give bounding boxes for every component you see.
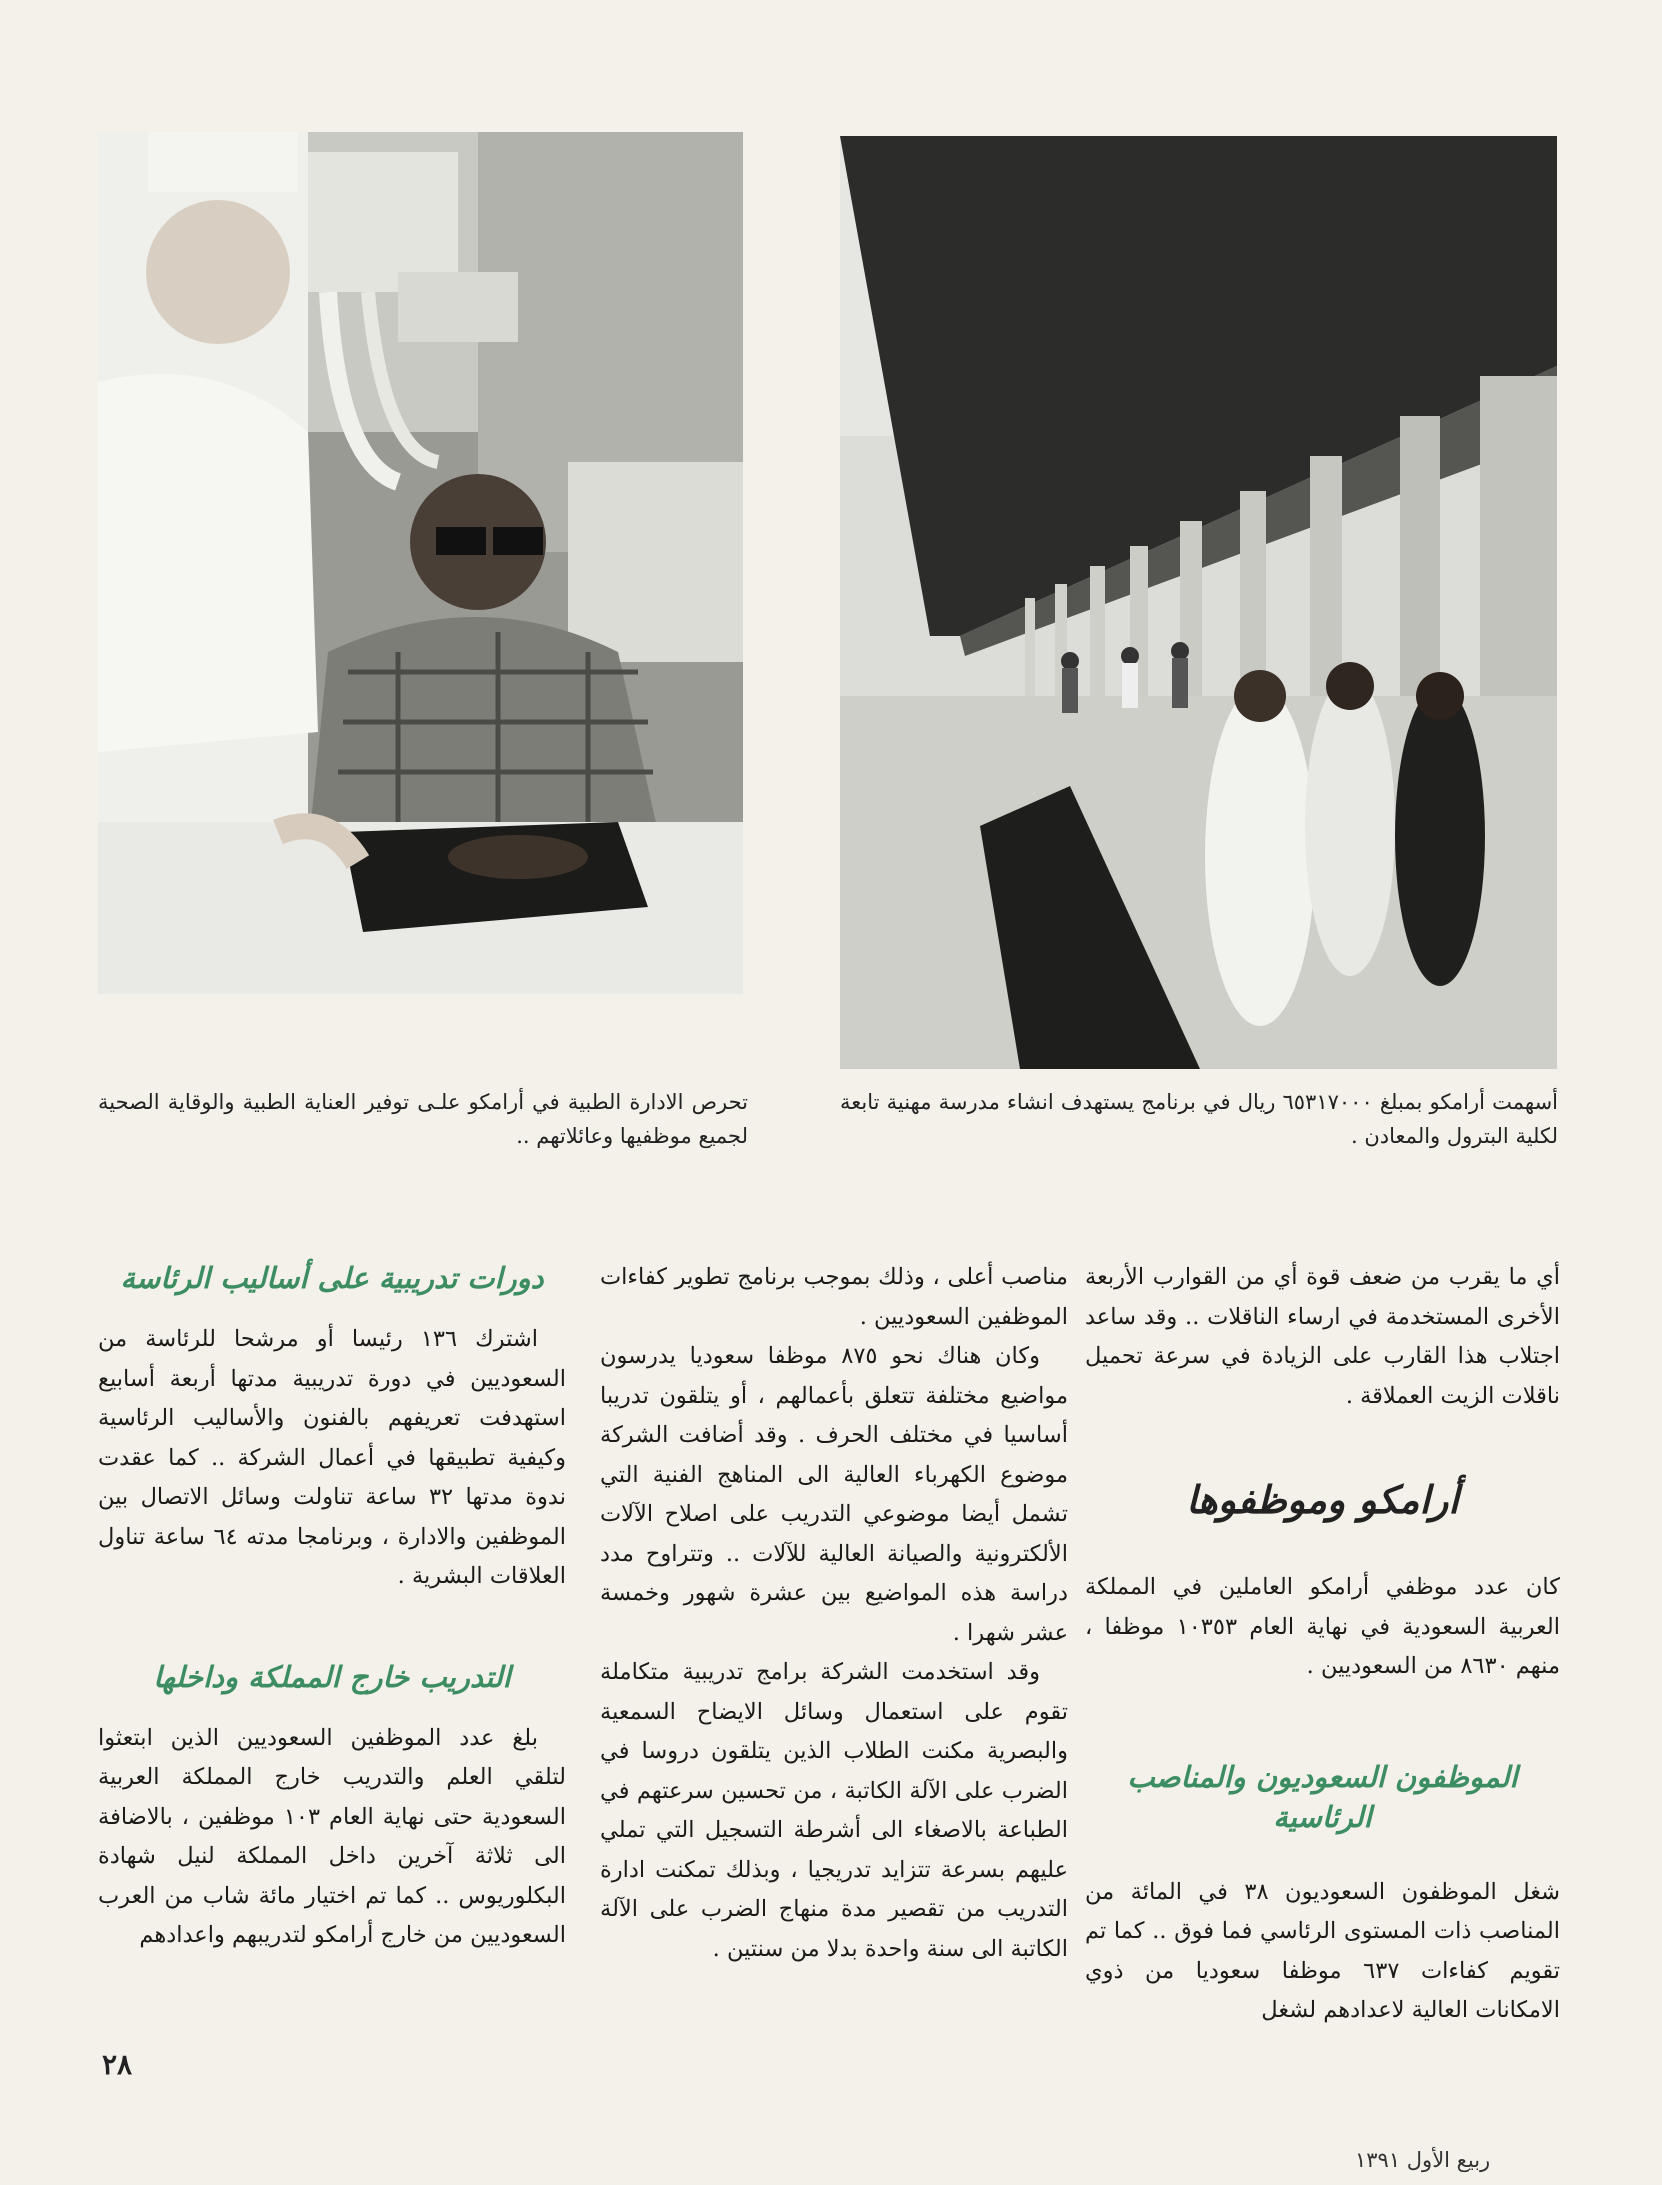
photo-college-colonnade: [840, 136, 1557, 1069]
caption-college: أسهمت أرامكو بمبلغ ٦٥٣١٧٠٠٠ ريال في برنامج يستهدف انشاء مدرسة مهنية تابعة لكلية البترول والمعادن .: [840, 1090, 1558, 1148]
paragraph: وكان هناك نحو ٨٧٥ موظفا سعوديا يدرسون مواضيع مختلفة تتعلق بأعمالهم ، أو يتلقون تدريبا أساسيا في مختلف الحرف . وقد أضافت الشركة موضوع الكهرباء العالية الى المناهج الفنية التي تشمل أيضا موضوعي التدريب على اصلاح الآلات الألكترونية والصيانة العالية للآلات .. وتتراوح مدد دراسة هذه المواضيع بين عشرة شهور وخمسة عشر شهرا .: [600, 1343, 1068, 1646]
page-number: ٢٨: [102, 2048, 133, 2081]
issue-date: ربيع الأول ١٣٩١: [1355, 2148, 1491, 2172]
paragraph: بلغ عدد الموظفين السعوديين الذين ابتعثوا لتلقي العلم والتدريب خارج المملكة العربية السعودية حتى نهاية العام ١٠٣ موظفين ، بالاضافة الى ثلاثة آخرين داخل المملكة لنيل شهادة البكلوريوس .. كما تم اختيار مائة شاب من العرب السعوديين من خارج أرامكو لتدريبهم واعدادهم: [98, 1724, 566, 1948]
caption-medical: تحرص الادارة الطبية في أرامكو علـى توفير العناية الطبية والوقاية الصحية لجميع موظفيها وعائلاتهم ..: [98, 1090, 748, 1148]
section-heading-training-abroad: التدريب خارج المملكة وداخلها: [153, 1659, 511, 1694]
paragraph: أي ما يقرب من ضعف قوة أي من القوارب الأربعة الأخرى المستخدمة في ارساء الناقلات .. وقد ساعد اجتلاب هذا القارب على الزيادة في سرعة تحميل ناقلات الزيت العملاقة .: [1085, 1264, 1560, 1409]
paragraph: وقد استخدمت الشركة برامج تدريبية متكاملة تقوم على استعمال وسائل الايضاح السمعية والبصرية مكنت الطلاب الذين يتلقون دروسا في الضرب على الآلة الكاتبة ، من تحسين سرعتهم في الطباعة بالاصغاء الى أشرطة التسجيل التي تملي عليهم بسرعة تتزايد تدريجيا ، وبذلك تمكنت ادارة التدريب من تقصير مدة منهاج الضرب على الآلة الكاتبة الى سنة واحدة بدلا من سنتين .: [600, 1659, 1068, 1962]
section-heading-saudi-supervisory: الموظفون السعوديون والمناصب الرئاسية: [1127, 1759, 1518, 1834]
column-left: [98, 1258, 566, 1956]
section-heading-supervisory-courses: دورات تدريبية على أساليب الرئاسة: [120, 1261, 544, 1295]
photo-nurse-xray: [98, 132, 743, 994]
section-heading-aramco-employees: أرامكو وموظفوها: [1186, 1477, 1459, 1522]
column-middle: [600, 1258, 1068, 1969]
paragraph: مناصب أعلى ، وذلك بموجب برنامج تطوير كفاءات الموظفين السعوديين .: [600, 1264, 1068, 1330]
paragraph: كان عدد موظفي أرامكو العاملين في المملكة العربية السعودية في نهاية العام ١٠٣٥٣ موظفا ، منهم ٨٦٣٠ من السعوديين .: [1085, 1574, 1561, 1679]
paragraph: شغل الموظفون السعوديون ٣٨ في المائة من المناصب ذات المستوى الرئاسي فما فوق .. كما تم تقويم كفاءات ٦٣٧ موظفا سعوديا من ذوي الامكانات العالية لاعدادهم لشغل: [1085, 1878, 1560, 2023]
paragraph: اشترك ١٣٦ رئيسا أو مرشحا للرئاسة من السعوديين في دورة تدريبية مدتها أربعة أسابيع استهدفت تعريفهم بالفنون والأساليب الرئاسية وكيفية تطبيقها في أعمال الشركة .. كما عقدت ندوة مدتها ٣٢ ساعة تناولت وسائل الاتصال بين الموظفين والادارة ، وبرنامجا مدته ٦٤ ساعة تناول العلاقات البشرية .: [98, 1326, 567, 1589]
column-right: [1085, 1258, 1560, 2031]
